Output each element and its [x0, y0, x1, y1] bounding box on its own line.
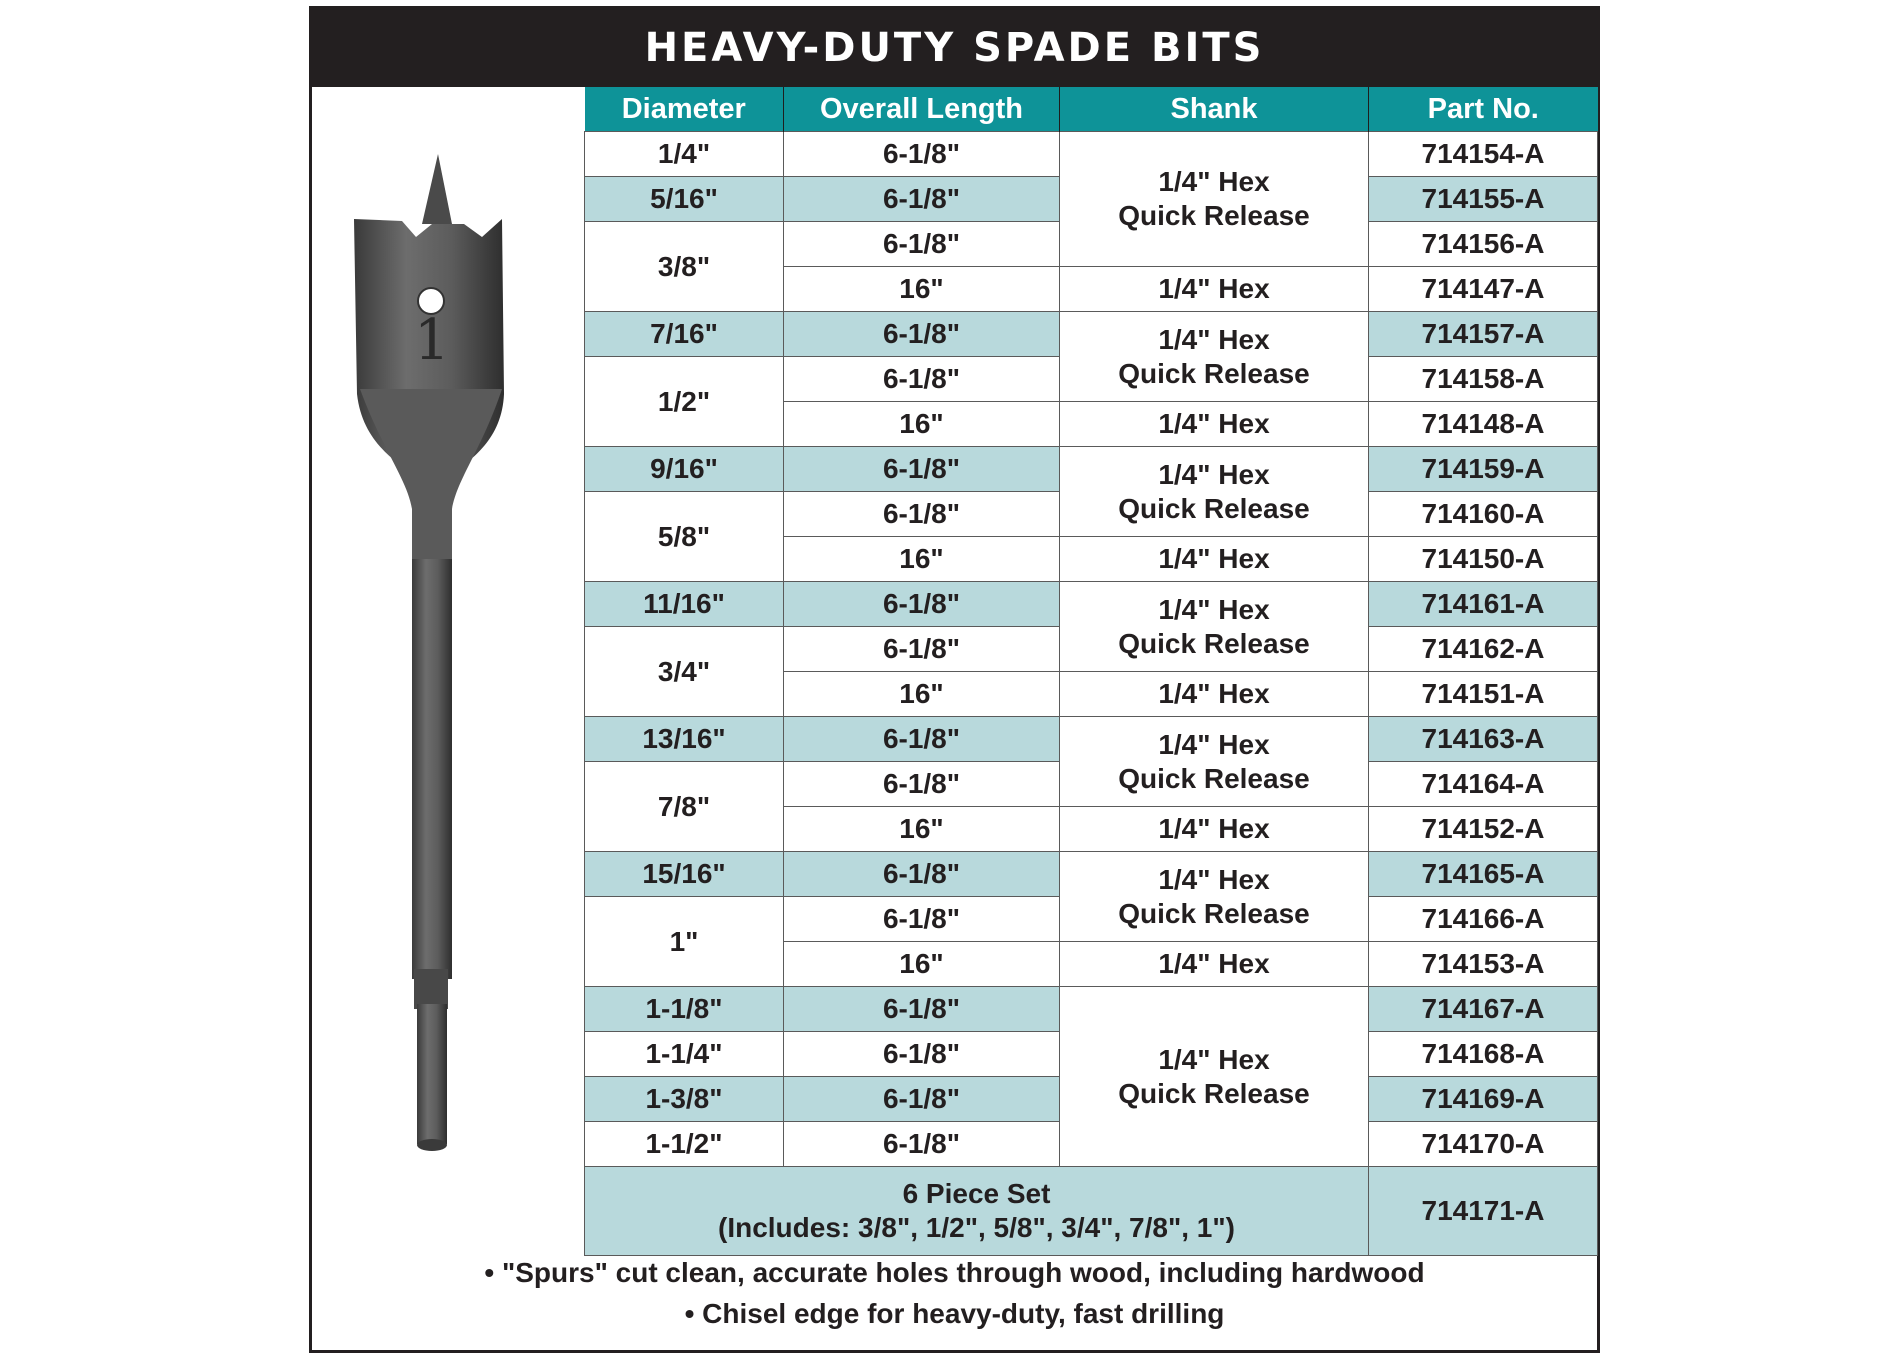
- shank-cell: 1/4" Hex: [1060, 672, 1369, 717]
- part-cell: 714161-A: [1369, 582, 1598, 627]
- shank-cell: [1060, 852, 1369, 942]
- page-title: HEAVY-DUTY SPADE BITS: [644, 25, 1265, 71]
- spec-table: [584, 87, 1598, 1256]
- shank-line-2: Quick Release: [1118, 200, 1310, 231]
- table-header-row: [585, 87, 1598, 132]
- feature-bullets: [312, 1252, 1597, 1334]
- length-cell: 6-1/8": [784, 1077, 1060, 1122]
- length-cell: 16": [784, 267, 1060, 312]
- length-cell: 6-1/8": [784, 357, 1060, 402]
- length-cell: 6-1/8": [784, 492, 1060, 537]
- shank-cell: 1/4" Hex: [1060, 537, 1369, 582]
- spade-bit-image: [352, 149, 562, 1159]
- length-cell: 6-1/8": [784, 312, 1060, 357]
- shank-cell: 1/4" Hex: [1060, 267, 1369, 312]
- shank-line-2: Quick Release: [1118, 897, 1310, 929]
- feature-bullet-2: • Chisel edge for heavy-duty, fast drilling: [684, 1298, 1225, 1329]
- diameter-cell: 1-3/8": [585, 1077, 784, 1122]
- shank-line-1: 1/4" Hex: [1158, 166, 1270, 197]
- diameter-cell: 3/4": [585, 627, 784, 717]
- shank-line-1: 1/4" Hex: [1158, 863, 1270, 895]
- shank-cell: [1060, 717, 1369, 807]
- length-cell: 16": [784, 672, 1060, 717]
- product-card: [309, 6, 1600, 1353]
- length-cell: 16": [784, 807, 1060, 852]
- length-cell: 6-1/8": [784, 627, 1060, 672]
- length-cell: 16": [784, 537, 1060, 582]
- part-cell: 714156-A: [1369, 222, 1598, 267]
- table-row: [585, 447, 1598, 492]
- table-row: [585, 312, 1598, 357]
- length-cell: 6-1/8": [784, 852, 1060, 897]
- part-cell: 714160-A: [1369, 492, 1598, 537]
- diameter-cell: 1-1/4": [585, 1032, 784, 1077]
- part-cell: 714165-A: [1369, 852, 1598, 897]
- bit-size-marking: 1: [414, 308, 450, 373]
- shank-line-2: Quick Release: [1118, 627, 1310, 659]
- table-row: [585, 132, 1598, 177]
- part-cell: 714169-A: [1369, 1077, 1598, 1122]
- part-cell: 714157-A: [1369, 312, 1598, 357]
- part-cell: 714150-A: [1369, 537, 1598, 582]
- title-bar: [312, 9, 1597, 87]
- shank-cell: [1060, 132, 1369, 267]
- length-cell: 6-1/8": [784, 177, 1060, 222]
- diameter-cell: 1": [585, 897, 784, 987]
- shank-cell: [1060, 447, 1369, 537]
- shank-line-1: 1/4" Hex: [1158, 458, 1270, 490]
- diameter-cell: 1/2": [585, 357, 784, 447]
- shank-cell: [1060, 582, 1369, 672]
- diameter-cell: 3/8": [585, 222, 784, 312]
- feature-bullet-1: • "Spurs" cut clean, accurate holes through wood, including hardwood: [484, 1257, 1425, 1288]
- length-cell: 6-1/8": [784, 987, 1060, 1032]
- part-cell: 714163-A: [1369, 717, 1598, 762]
- diameter-cell: 1/4": [585, 132, 784, 177]
- part-cell: 714162-A: [1369, 627, 1598, 672]
- set-row: [585, 1167, 1598, 1256]
- length-cell: 6-1/8": [784, 897, 1060, 942]
- table-row: [585, 987, 1598, 1032]
- shank-line-2: Quick Release: [1118, 357, 1310, 389]
- shank-line-1: 1/4" Hex: [1158, 593, 1270, 625]
- part-cell: 714166-A: [1369, 897, 1598, 942]
- length-cell: 6-1/8": [784, 762, 1060, 807]
- diameter-cell: 13/16": [585, 717, 784, 762]
- shank-cell: [1060, 312, 1369, 402]
- header-overall-length: Overall Length: [784, 87, 1060, 132]
- header-part-no: Part No.: [1369, 87, 1598, 132]
- diameter-cell: 7/16": [585, 312, 784, 357]
- shank-cell: 1/4" Hex: [1060, 402, 1369, 447]
- part-cell: 714170-A: [1369, 1122, 1598, 1167]
- length-cell: 16": [784, 942, 1060, 987]
- shank-line-1: 1/4" Hex: [1158, 728, 1270, 760]
- part-cell: 714148-A: [1369, 402, 1598, 447]
- header-diameter: Diameter: [585, 87, 784, 132]
- diameter-cell: 11/16": [585, 582, 784, 627]
- length-cell: 6-1/8": [784, 1122, 1060, 1167]
- shank-line-2: Quick Release: [1118, 492, 1310, 524]
- shank-line-1: 1/4" Hex: [1158, 323, 1270, 355]
- set-includes: (Includes: 3/8", 1/2", 5/8", 3/4", 7/8", 1"): [718, 1212, 1235, 1243]
- part-cell: 714154-A: [1369, 132, 1598, 177]
- length-cell: 6-1/8": [784, 132, 1060, 177]
- table-row: [585, 852, 1598, 897]
- shank-cell: 1/4" Hex: [1060, 942, 1369, 987]
- part-cell: 714147-A: [1369, 267, 1598, 312]
- diameter-cell: 1-1/2": [585, 1122, 784, 1167]
- part-cell: 714152-A: [1369, 807, 1598, 852]
- set-part-cell: 714171-A: [1369, 1167, 1598, 1256]
- length-cell: 6-1/8": [784, 717, 1060, 762]
- part-cell: 714158-A: [1369, 357, 1598, 402]
- length-cell: 6-1/8": [784, 582, 1060, 627]
- diameter-cell: 5/8": [585, 492, 784, 582]
- diameter-cell: 7/8": [585, 762, 784, 852]
- length-cell: 16": [784, 402, 1060, 447]
- set-title: 6 Piece Set: [902, 1178, 1051, 1209]
- shank-line-2: Quick Release: [1118, 762, 1310, 794]
- table-row: [585, 717, 1598, 762]
- part-cell: 714164-A: [1369, 762, 1598, 807]
- shank-line-2: Quick Release: [1118, 1077, 1310, 1109]
- length-cell: 6-1/8": [784, 222, 1060, 267]
- part-cell: 714167-A: [1369, 987, 1598, 1032]
- length-cell: 6-1/8": [784, 1032, 1060, 1077]
- part-cell: 714155-A: [1369, 177, 1598, 222]
- diameter-cell: 5/16": [585, 177, 784, 222]
- table-row: [585, 582, 1598, 627]
- shank-cell: 1/4" Hex: [1060, 807, 1369, 852]
- part-cell: 714159-A: [1369, 447, 1598, 492]
- part-cell: 714153-A: [1369, 942, 1598, 987]
- diameter-cell: 15/16": [585, 852, 784, 897]
- set-description-cell: [585, 1167, 1369, 1256]
- part-cell: 714151-A: [1369, 672, 1598, 717]
- header-shank: Shank: [1060, 87, 1369, 132]
- shank-cell: [1060, 987, 1369, 1167]
- length-cell: 6-1/8": [784, 447, 1060, 492]
- diameter-cell: 1-1/8": [585, 987, 784, 1032]
- shank-line-1: 1/4" Hex: [1158, 1043, 1270, 1075]
- part-cell: 714168-A: [1369, 1032, 1598, 1077]
- diameter-cell: 9/16": [585, 447, 784, 492]
